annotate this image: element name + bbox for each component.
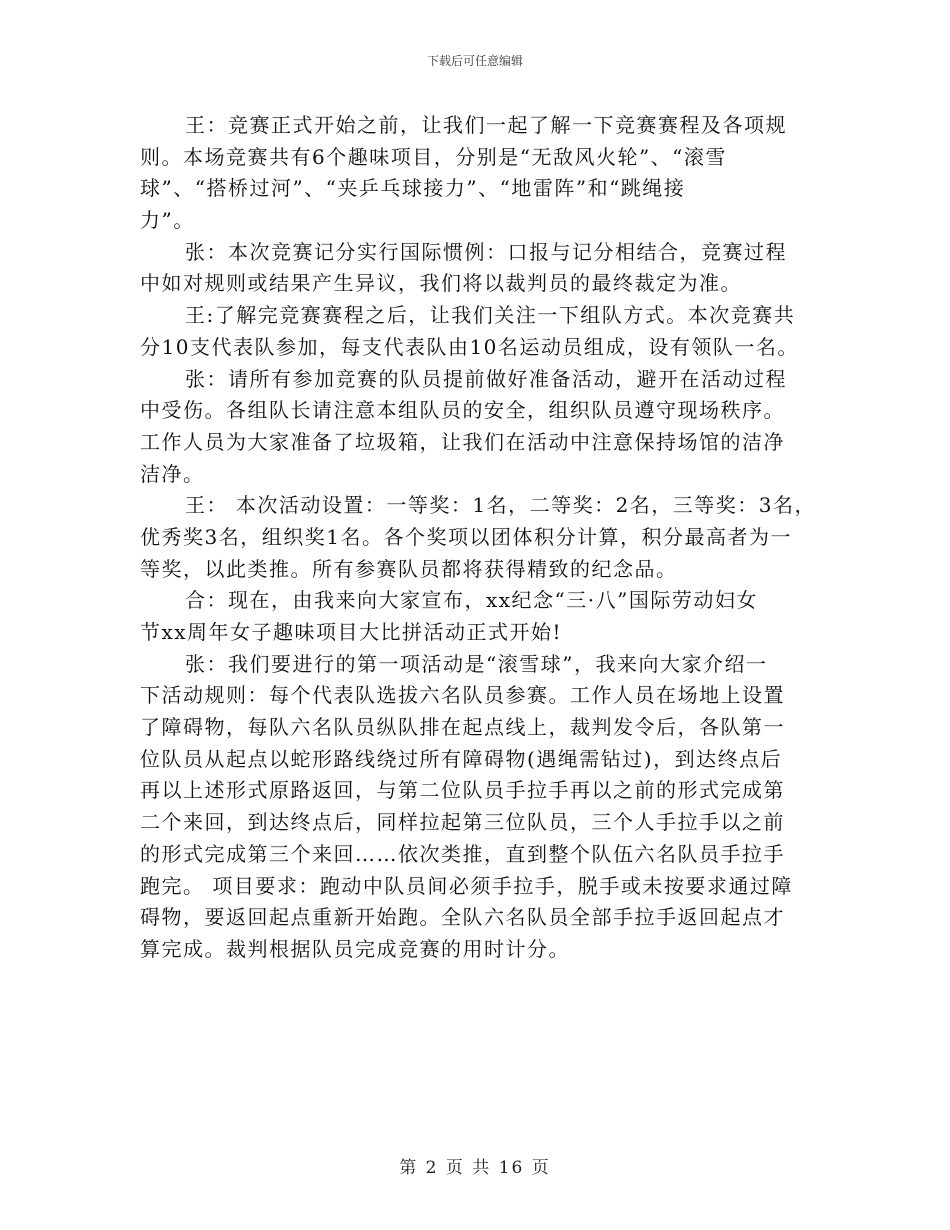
text-line: 合：现在，由我来向大家宣布，xx纪念“三·八”国际劳动妇女 [185, 588, 758, 613]
text-line: 中受伤。各组队长请注意本组队员的安全，组织队员遵守现场秩序。 [140, 398, 785, 423]
text-line: 二个来回，到达终点后，同样拉起第三位队员，三个人手拉手以之前 [140, 810, 785, 835]
text-line: 再以上述形式原路返回，与第二位队员手拉手再以之前的形式完成第 [140, 778, 785, 803]
text-line: 张：本次竞赛记分实行国际惯例：口报与记分相结合，竞赛过程 [185, 239, 787, 264]
text-line: 的形式完成第三个来回……依次类推，直到整个队伍六名队员手拉手 [140, 841, 785, 866]
text-line: 碍物，要返回起点重新开始跑。全队六名队员全部手拉手返回起点才 [140, 905, 785, 930]
text-line: 算完成。裁判根据队员完成竞赛的用时计分。 [140, 936, 570, 961]
text-line: 分10支代表队参加，每支代表队由10名运动员组成，设有领队一名。 [140, 334, 799, 359]
text-line: 优秀奖3名，组织奖1名。各个奖项以团体积分计算，积分最高者为一 [140, 524, 792, 549]
text-line: 了障碍物，每队六名队员纵队排在起点线上，裁判发令后，各队第一 [140, 715, 785, 740]
text-line: 节xx周年女子趣味项目大比拼活动正式开始! [140, 620, 563, 644]
text-line: 洁净。 [140, 461, 205, 486]
document-body [140, 110, 817, 966]
text-line: 中如对规则或结果产生异议，我们将以裁判员的最终裁定为准。 [140, 271, 742, 296]
text-line: 力”。 [140, 208, 195, 233]
text-line: 王： 本次活动设置：一等奖：1名，二等奖：2名，三等奖：3名， [185, 493, 817, 518]
text-line: 等奖，以此类推。所有参赛队员都将获得精致的纪念品。 [140, 556, 678, 581]
page-number: 第 2 页 共 16 页 [399, 1158, 551, 1178]
text-line: 工作人员为大家准备了垃圾箱，让我们在活动中注意保持场馆的洁净 [140, 429, 785, 454]
text-line: 王：竞赛正式开始之前，让我们一起了解一下竞赛赛程及各项规 [185, 113, 787, 137]
text-line: 跑完。 项目要求：跑动中队员间必须手拉手，脱手或未按要求通过障 [140, 873, 793, 898]
page-header-note: 下载后可任意编辑 [426, 54, 523, 68]
text-line: 下活动规则：每个代表队选拔六名队员参赛。工作人员在场地上设置 [140, 683, 785, 708]
text-line: 位队员从起点以蛇形路线绕过所有障碍物(遇绳需钻过)，到达终点后 [140, 746, 783, 771]
text-line: 则。本场竞赛共有6个趣味项目，分别是“无敌风火轮”、“滚雪 [140, 144, 727, 169]
text-line: 王:了解完竞赛赛程之后，让我们关注一下组队方式。本次竞赛共 [185, 303, 796, 328]
text-line: 张：请所有参加竞赛的队员提前做好准备活动，避开在活动过程 [185, 366, 787, 391]
text-line: 球”、“搭桥过河”、“夹乒乓球接力”、“地雷阵”和“跳绳接 [140, 176, 686, 201]
text-line: 张：我们要进行的第一项活动是“滚雪球”，我来向大家介绍一 [185, 651, 768, 676]
